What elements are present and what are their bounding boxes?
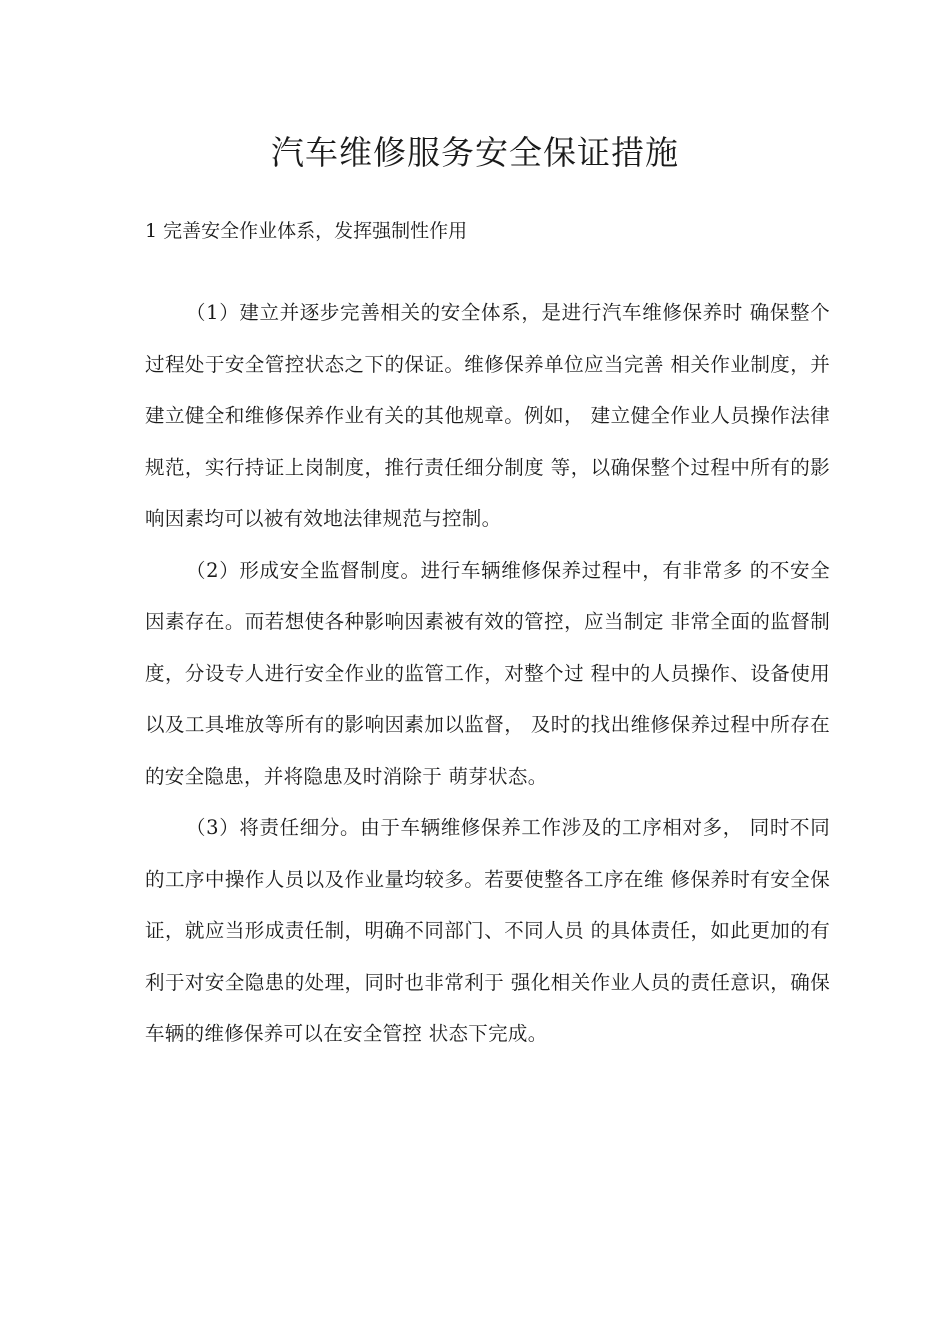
paragraph-2: （2）形成安全监督制度。进行车辆维修保养过程中，有非常多 的不安全因素存在。而若想使各种影响因素被有效的管控，应当制定 非常全面的监督制度，分设专人进行安全作业的监管工作，对整个过 程中的人员操作、设备使用以及工具堆放等所有的影响因素加以监督， 及时的找出维修保养过程中所存在的安全隐患，并将隐患及时消除于 萌芽状态。 <box>145 558 830 788</box>
paragraph-3: （3）将责任细分。由于车辆维修保养工作涉及的工序相对多， 同时不同的工序中操作人员以及作业量均较多。若要使整各工序在维 修保养时有安全保证，就应当形成责任制，明确不同部门、不同人员 的具体责任，如此更加的有利于对安全隐患的处理，同时也非常利于 强化相关作业人员的责任意识，确保车辆的维修保养可以在安全管控 状态下完成。 <box>145 816 830 1045</box>
document-body <box>145 287 830 1060</box>
section-heading: 1 完善安全作业体系，发挥强制性作用 <box>145 220 468 242</box>
document-title: 汽车维修服务安全保证措施 <box>271 133 679 172</box>
paragraph-1: （1）建立并逐步完善相关的安全体系，是进行汽车维修保养时 确保整个过程处于安全管控状态之下的保证。维修保养单位应当完善 相关作业制度，并建立健全和维修保养作业有关的其他规章。例如， 建立健全作业人员操作法律规范，实行持证上岗制度，推行责任细分制度 等，以确保整个过程中所有的影响因素均可以被有效地法律规范与控制。 <box>145 301 830 530</box>
